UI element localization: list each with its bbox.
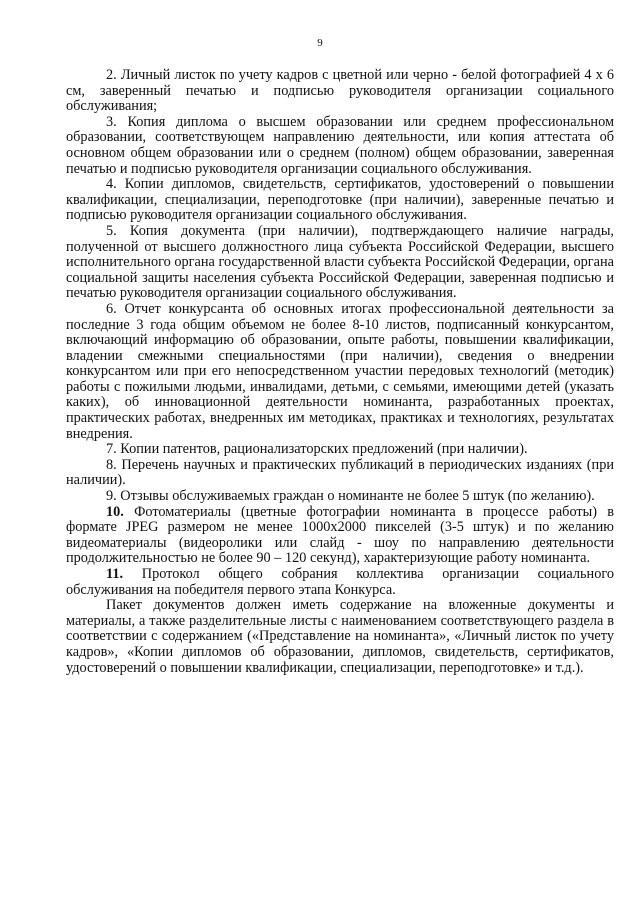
item-text: Отчет конкурсанта об основных итогах профессиональной деятельности за последние 3 года общим объемом не более 8-10 листов, подписанный конкурсантом, включающий информацию об образовании, опыте работы, повышении квалификации, владении смежными специальностями (при наличии), сведения о внедрении конкурсантом или при его непосредственном участии передовых технологий (методик) работы с пожилыми людьми, инвалидами, детьми, с семьями, имеющими детей (указать каких), об инновационной деятельности номинанта, разработанных проектах, практических работах, внедренных им методиках, практиках и технологиях, результатах внедрения. <box>66 300 614 442</box>
item-text: Копии патентов, рационализаторских предложений (при наличии). <box>116 441 528 458</box>
list-item-11 <box>66 567 614 598</box>
list-item-4 <box>66 177 614 224</box>
item-text: Протокол общего собрания коллектива организации социального обслуживания на победителя первого этапа Конкурса. <box>66 566 614 598</box>
item-text: Фотоматериалы (цветные фотографии номинанта в процессе работы) в формате JPEG размером не менее 1000х2000 пикселей (3-5 штук) и по желанию видеоматериалы (видеоролики или слайд - шоу по направлению деятельности продолжительностью не более 90 – 120 секунд), характеризующие работу номинанта. <box>66 503 614 567</box>
list-item-3 <box>66 115 614 177</box>
item-number: 7. <box>106 441 117 458</box>
item-number: 10. <box>106 503 124 520</box>
item-text: Отзывы обслуживаемых граждан о номинанте не более 5 штук (по желанию). <box>116 488 595 505</box>
list-item-9 <box>66 489 614 505</box>
list-item-5 <box>66 224 614 302</box>
item-number: 4. <box>106 176 117 193</box>
list-item-10 <box>66 505 614 567</box>
item-text: Копия документа (при наличии), подтверждающего наличие награды, полученной от высшего должностного лица субъекта Российской Федерации, высшего исполнительного органа государственной власти субъекта Российской Федерации, органа социальной защиты населения субъекта Российской Федерации, заверенная подписью и печатью руководителя организации социального обслуживания. <box>66 222 614 302</box>
item-number: 8. <box>106 456 117 473</box>
closing-paragraph: Пакет документов должен иметь содержание на вложенные документы и материалы, а также разделительные листы с наименованием соответствующего раздела в соответствии с содержанием («Представление на номинанта», «Личный листок по учету кадров», «Копии дипломов об образовании, дипломов, свидетельств, сертификатов, удостоверений о повышении квалификации, специализации, переподготовке» и т.д.). <box>66 597 614 676</box>
item-text: Перечень научных и практических публикаций в периодических изданиях (при наличии). <box>66 456 614 489</box>
page-number: 9 <box>317 37 323 49</box>
item-number: 11. <box>106 566 124 582</box>
item-number: 9. <box>106 488 117 505</box>
item-number: 6. <box>106 300 117 317</box>
list-item-6 <box>66 302 614 442</box>
list-item-7 <box>66 442 614 458</box>
item-number: 3. <box>106 113 117 130</box>
item-text: Копии дипломов, свидетельств, сертификатов, удостоверений о повышении квалификации, специализации, переподготовке (при наличии), заверенные печатью и подписью руководителя организации социального обслуживания. <box>66 176 614 224</box>
item-text: Личный листок по учету кадров с цветной или черно - белой фотографией 4 х 6 см, заверенный печатью и подписью руководителя организации социального обслуживания; <box>66 67 614 115</box>
list-item-2 <box>66 68 614 115</box>
list-item-8 <box>66 458 614 489</box>
item-number: 2. <box>106 67 117 83</box>
item-text: Копия диплома о высшем образовании или среднем профессиональном образовании, соответствующем направлению деятельности, или копия аттестата об основном общем образовании или о среднем (полном) общем образовании, заверенная печатью и подписью руководителя организации социального обслуживания. <box>66 113 614 177</box>
document-body <box>66 68 614 676</box>
item-number: 5. <box>106 222 117 239</box>
